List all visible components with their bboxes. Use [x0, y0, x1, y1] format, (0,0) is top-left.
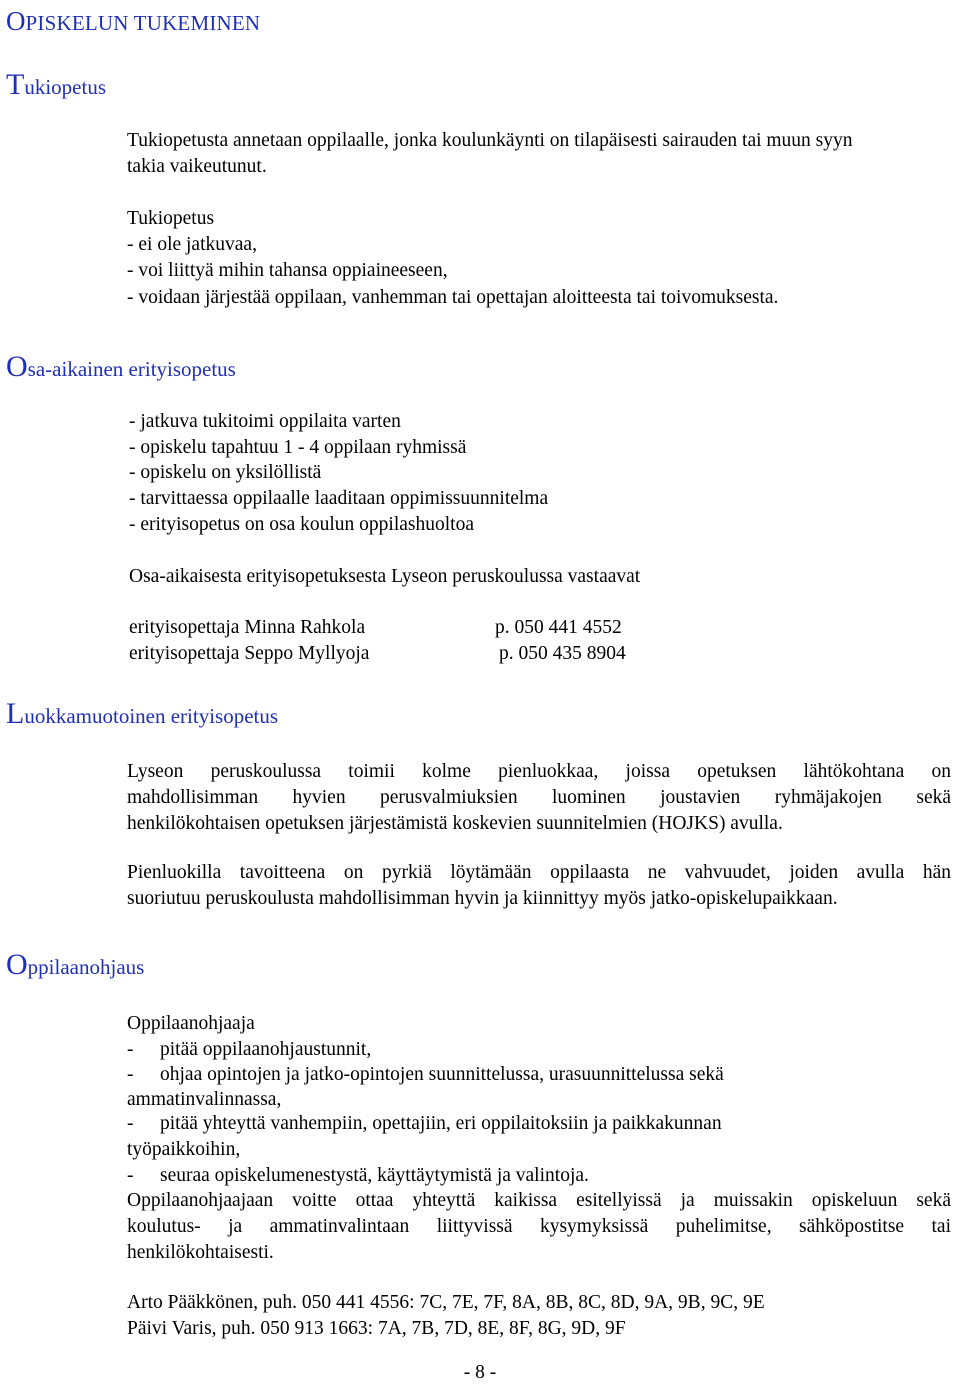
osa-aikainen-responsible: Osa-aikaisesta erityisopetuksesta Lyseon peruskoulussa vastaavat	[129, 566, 641, 587]
list-item: - tarvittaessa oppilaalle laaditaan oppimissuunnitelma	[129, 488, 549, 509]
list-item: - ei ole jatkuvaa,	[127, 234, 257, 255]
page-title-initial: O	[6, 6, 26, 36]
page-title-rest: PISKELUN TUKEMINEN	[25, 11, 261, 35]
luokkamuotoinen-paragraph-1: Lyseon peruskoulussa toimii kolme pienluokkaa, joissa opetuksen lähtökohtana on mahdollisimman hyvien perusvalmiuksien luominen joustavien ryhmäjakojen sekä henkilökohtaisen opetuksen järjestämistä koskevien suunnitelmien (HOJKS) avulla.	[127, 761, 951, 834]
list-item: - erityisopetus on osa koulun oppilashuoltoa	[129, 514, 475, 535]
page-number: - 8 -	[463, 1362, 497, 1383]
luokkamuotoinen-paragraph-2: Pienluokilla tavoitteena on pyrkiä löytämään oppilaasta ne vahvuudet, joiden avulla hän suoriutuu peruskoulusta mahdollisimman hyvin ja kiinnittyy myös jatko-opiskelupaikkaan.	[127, 862, 951, 909]
tukiopetus-intro-line1: Tukiopetusta annetaan oppilaalle, jonka koulunkäynti on tilapäisesti sairauden tai muun syyn	[127, 130, 853, 151]
list-item-dash: -	[127, 1165, 134, 1186]
counselor-contact: Arto Pääkkönen, puh. 050 441 4556: 7C, 7E, 7F, 8A, 8B, 8C, 8D, 9A, 9B, 9C, 9E	[127, 1292, 765, 1313]
list-item: pitää yhteyttä vanhempiin, opettajiin, eri oppilaitoksiin ja paikkakunnan	[160, 1113, 722, 1134]
list-item-dash: -	[127, 1064, 134, 1085]
list-item: - voi liittyä mihin tahansa oppiaineeseen,	[127, 260, 448, 281]
oppilaanohjaus-contact-paragraph: Oppilaanohjaajaan voitte ottaa yhteyttä kaikissa esitellyissä ja muissakin opiskeluun sekä koulutus- ja ammatinvalintaan liittyvissä kysymyksissä puhelimitse, sähköpostitse tai henkilökohtaisesti.	[127, 1190, 951, 1263]
list-item: seuraa opiskelumenestystä, käyttäytymistä ja valintoja.	[160, 1165, 589, 1186]
tukiopetus-intro-line2: takia vaikeutunut.	[127, 156, 267, 177]
list-item: - opiskelu on yksilöllistä	[129, 462, 322, 483]
list-item-dash: -	[127, 1113, 134, 1134]
tukiopetus-list-title: Tukiopetus	[127, 208, 215, 229]
list-item: pitää oppilaanohjaustunnit,	[160, 1039, 372, 1060]
heading-luokkamuotoinen: Luokkamuotoinen erityisopetus	[6, 697, 279, 730]
page-title	[6, 6, 260, 37]
list-item-continuation: ammatinvalinnassa,	[127, 1089, 282, 1110]
list-item-continuation: työpaikkoihin,	[127, 1139, 241, 1160]
contact-name: erityisopettaja Minna Rahkola	[129, 617, 366, 638]
contact-phone: p. 050 441 4552	[495, 617, 622, 638]
contact-phone: p. 050 435 8904	[499, 643, 626, 664]
list-item: - opiskelu tapahtuu 1 - 4 oppilaan ryhmissä	[129, 437, 467, 458]
list-item: - jatkuva tukitoimi oppilaita varten	[129, 411, 401, 432]
list-item-dash: -	[127, 1039, 134, 1060]
heading-oppilaanohjaus: Oppilaanohjaus	[6, 948, 145, 981]
heading-osa-aikainen: Osa-aikainen erityisopetus	[6, 350, 236, 383]
list-item: ohjaa opintojen ja jatko-opintojen suunnittelussa, urasuunnittelussa sekä	[160, 1064, 724, 1085]
list-item: - voidaan järjestää oppilaan, vanhemman tai opettajan aloitteesta tai toivomuksesta.	[127, 287, 779, 308]
oppilaanohjaus-title: Oppilaanohjaaja	[127, 1013, 255, 1034]
heading-tukiopetus: Tukiopetus	[6, 68, 106, 101]
contact-name: erityisopettaja Seppo Myllyoja	[129, 643, 370, 664]
counselor-contact: Päivi Varis, puh. 050 913 1663: 7A, 7B, 7D, 8E, 8F, 8G, 9D, 9F	[127, 1318, 626, 1339]
